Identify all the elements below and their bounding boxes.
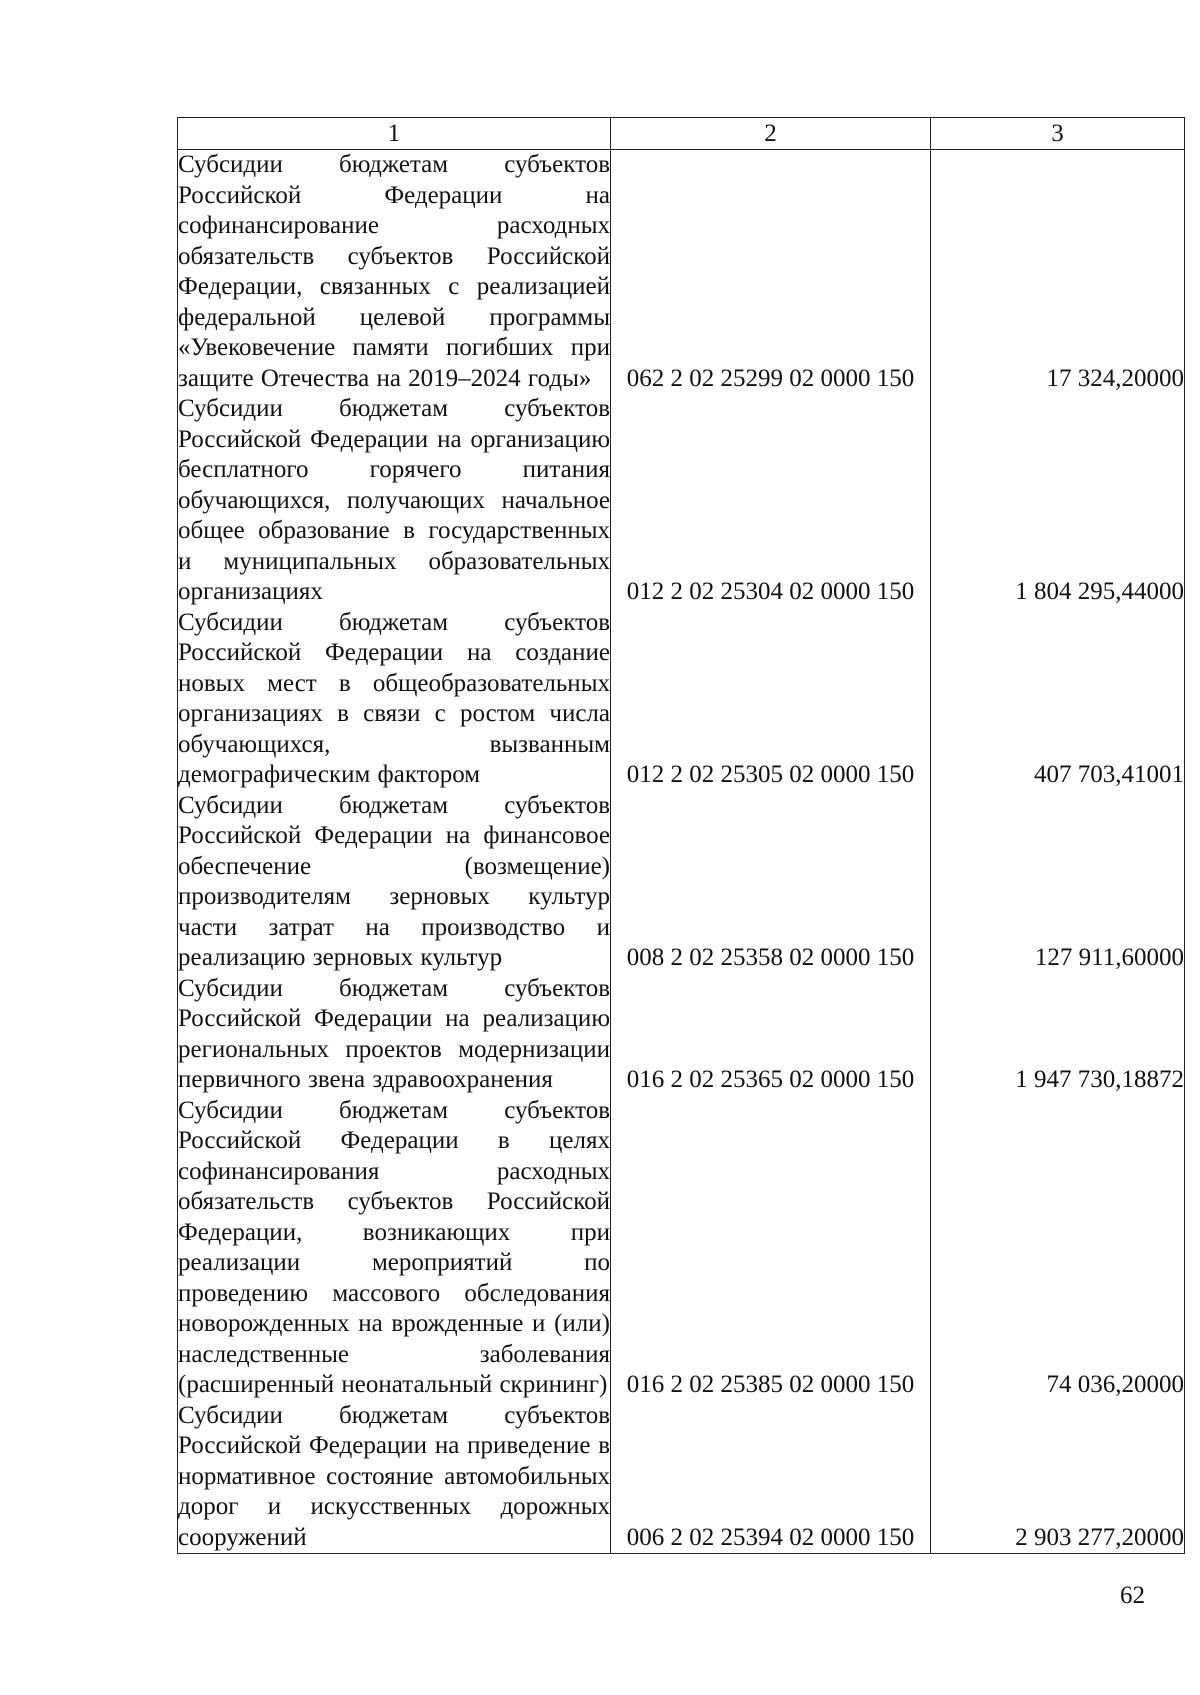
table-row: [178, 974, 1185, 1096]
column-header-2: 2: [611, 118, 931, 150]
table-row: [178, 791, 1185, 974]
row-code: 016 2 02 25365 02 0000 150: [611, 974, 931, 1096]
row-description: Субсидии бюджетам субъектов Российской Федерации на софинансирование расходных обязательств субъектов Российской Федерации, связанных с реализацией федеральной целевой программы «Увековечение памяти погибших при защите Отечества на 2019–2024 годы»: [178, 150, 611, 395]
row-description: Субсидии бюджетам субъектов Российской Федерации в целях софинансирования расходных обязательств субъектов Российской Федерации, возникающих при реализации мероприятий по проведению массового обследования новорожденных на врожденные и (или) наследственные заболевания (расширенный неонатальный скрининг): [178, 1096, 611, 1401]
row-code: 008 2 02 25358 02 0000 150: [611, 791, 931, 974]
row-amount: 127 911,60000: [931, 791, 1185, 974]
row-amount: 2 903 277,20000: [931, 1401, 1185, 1554]
row-code: 012 2 02 25304 02 0000 150: [611, 394, 931, 608]
row-description: Субсидии бюджетам субъектов Российской Федерации на создание новых мест в общеобразовательных организациях в связи с ростом числа обучающихся, вызванным демографическим фактором: [178, 608, 611, 791]
row-description: Субсидии бюджетам субъектов Российской Федерации на приведение в нормативное состояние автомобильных дорог и искусственных дорожных сооружений: [178, 1401, 611, 1554]
column-header-3: 3: [931, 118, 1185, 150]
row-description: Субсидии бюджетам субъектов Российской Федерации на финансовое обеспечение (возмещение) производителям зерновых культур части затрат на производство и реализацию зерновых культур: [178, 791, 611, 974]
page-number: 62: [1120, 1582, 1145, 1609]
row-code: 016 2 02 25385 02 0000 150: [611, 1096, 931, 1401]
table-row: [178, 394, 1185, 608]
row-description: Субсидии бюджетам субъектов Российской Федерации на организацию бесплатного горячего питания обучающихся, получающих начальное общее образование в государственных и муниципальных образовательных организациях: [178, 394, 611, 608]
row-code: 006 2 02 25394 02 0000 150: [611, 1401, 931, 1554]
table-row: [178, 608, 1185, 791]
table-row: [178, 1401, 1185, 1554]
budget-table: [177, 117, 1185, 1554]
table-row: [178, 1096, 1185, 1401]
table-header-row: [178, 118, 1185, 150]
row-amount: 1 804 295,44000: [931, 394, 1185, 608]
column-header-1: 1: [178, 118, 611, 150]
row-description: Субсидии бюджетам субъектов Российской Федерации на реализацию региональных проектов модернизации первичного звена здравоохранения: [178, 974, 611, 1096]
row-amount: 74 036,20000: [931, 1096, 1185, 1401]
table-row: [178, 150, 1185, 395]
row-amount: 407 703,41001: [931, 608, 1185, 791]
row-code: 012 2 02 25305 02 0000 150: [611, 608, 931, 791]
row-amount: 1 947 730,18872: [931, 974, 1185, 1096]
row-amount: 17 324,20000: [931, 150, 1185, 395]
row-code: 062 2 02 25299 02 0000 150: [611, 150, 931, 395]
